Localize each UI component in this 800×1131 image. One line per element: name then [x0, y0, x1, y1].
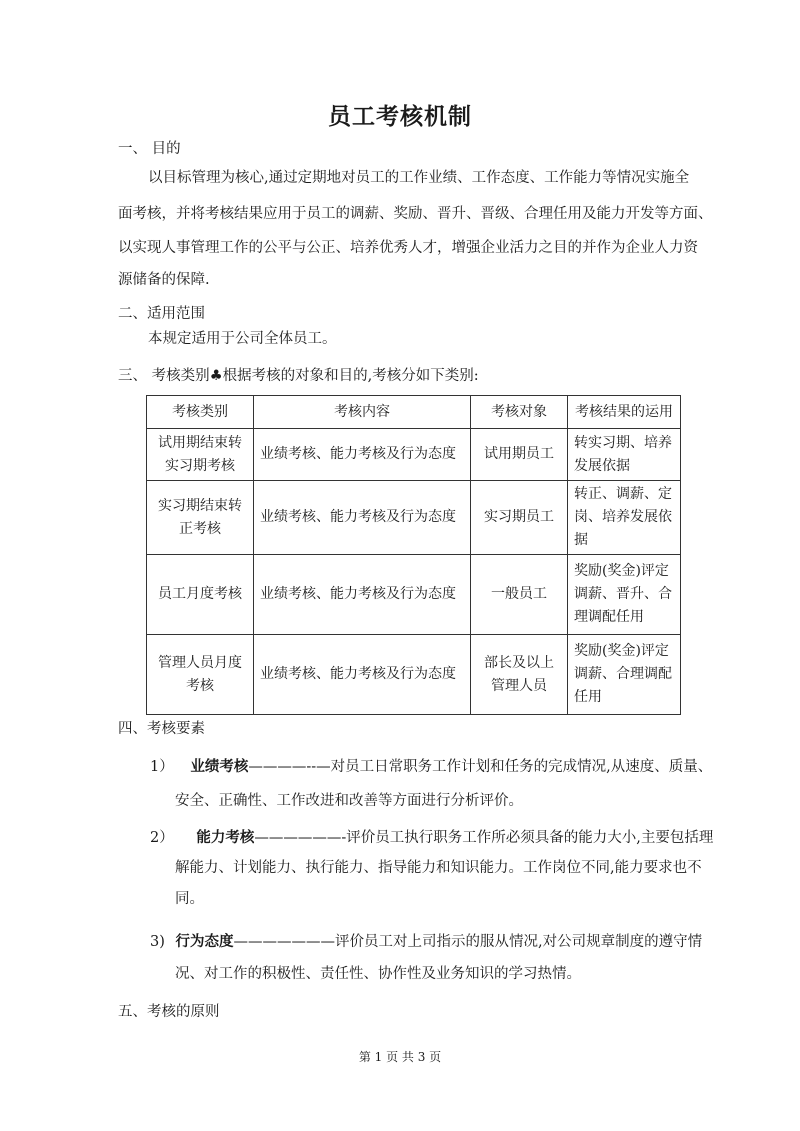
- cell-line: 理调配任用: [574, 609, 644, 625]
- table-header-cell: 考核类别: [147, 396, 254, 429]
- cell-line: 管理人员: [491, 677, 547, 694]
- table-row: [147, 555, 681, 635]
- cell-line: 管理人员月度: [158, 654, 242, 671]
- cell-line: 转正、调薪、定: [574, 486, 672, 502]
- table-row: [147, 429, 681, 481]
- cell-line: 实习期考核: [165, 457, 235, 474]
- item-lead: 能力考核: [196, 829, 255, 846]
- item-text: ———————评价员工对上司指示的服从情况,对公司规章制度的遵守情: [233, 934, 703, 950]
- cell-line: 任用: [574, 689, 602, 705]
- table-cell-content: 业绩考核、能力考核及行为态度: [254, 555, 471, 635]
- cell-line: 一般员工: [491, 586, 547, 602]
- cell-line: 调薪、晋升、合: [574, 586, 672, 602]
- cell-line: 岗、培养发展依: [574, 509, 672, 525]
- table-cell-target: [471, 429, 568, 481]
- table-cell-content: 业绩考核、能力考核及行为态度: [254, 635, 471, 715]
- cell-line: 考核: [186, 677, 214, 694]
- table-cell-usage: [568, 429, 681, 481]
- item-lead: 行为态度: [175, 933, 234, 950]
- item-number: 2）: [150, 830, 174, 846]
- table-cell-usage: [568, 481, 681, 555]
- section-1-line: 以目标管理为核心,通过定期地对员工的工作业绩、工作态度、工作能力等情况实施全: [148, 170, 690, 186]
- cell-line: 正考核: [179, 520, 221, 537]
- cell-line: 奖励(奖金)评定: [574, 643, 669, 659]
- item-text-cont: 安全、正确性、工作改进和改善等方面进行分析评价。: [175, 793, 523, 809]
- cell-line: 实习期结束转: [158, 497, 242, 514]
- element-item-3: [150, 930, 702, 951]
- item-text: ——————-评价员工执行职务工作所必须具备的能力大小,主要包括理: [254, 830, 714, 846]
- table-cell-content: 业绩考核、能力考核及行为态度: [254, 429, 471, 481]
- section-1-heading: 一、 目的: [118, 141, 181, 157]
- section-4-heading: 四、考核要素: [118, 721, 205, 737]
- item-number: 3): [150, 934, 165, 950]
- table-header-cell: 考核对象: [471, 396, 568, 429]
- cell-line: 员工月度考核: [158, 586, 242, 602]
- table-cell-type: [147, 481, 254, 555]
- table-cell-type: [147, 555, 254, 635]
- table-cell-target: [471, 635, 568, 715]
- table-row: [147, 635, 681, 715]
- section-2-heading: 二、适用范围: [118, 306, 205, 322]
- item-text-cont: 况、对工作的积极性、责任性、协作性及业务知识的学习热情。: [175, 966, 581, 982]
- item-text: ————--—对员工日常职务工作计划和任务的完成情况,从速度、质量、: [248, 759, 713, 775]
- section-2-text: 本规定适用于公司全体员工。: [148, 331, 337, 347]
- cell-line: 奖励(奖金)评定: [574, 563, 669, 579]
- section-1-line: 源储备的保障.: [118, 272, 210, 288]
- cell-line: 调薪、合理调配: [574, 666, 672, 682]
- table-row: [147, 481, 681, 555]
- item-text-cont: 解能力、计划能力、执行能力、指导能力和知识能力。工作岗位不同,能力要求也不: [175, 860, 702, 876]
- cell-line: 转实习期、培养: [574, 434, 672, 451]
- section-5-heading: 五、考核的原则: [118, 1004, 220, 1020]
- table-cell-type: [147, 635, 254, 715]
- element-item-2: [150, 826, 713, 847]
- cell-line: 部长及以上: [484, 654, 554, 671]
- cell-line: 实习期员工: [484, 509, 554, 525]
- element-item-1: [150, 755, 712, 776]
- cell-line: 试用期结束转: [158, 434, 242, 451]
- section-3-heading: 三、 考核类别♣根据考核的对象和目的,考核分如下类别:: [118, 368, 479, 384]
- cell-line: 发展依据: [574, 457, 630, 474]
- item-text-cont: 同。: [175, 891, 204, 907]
- table-cell-usage: [568, 635, 681, 715]
- item-number: 1）: [150, 759, 174, 775]
- page-footer: 第 1 页 共 3 页: [358, 1050, 442, 1064]
- page-title: 员工考核机制: [328, 103, 472, 130]
- table-cell-content: 业绩考核、能力考核及行为态度: [254, 481, 471, 555]
- section-1-line: 以实现人事管理工作的公平与公正、培养优秀人才，增强企业活力之目的并作为企业人力资: [118, 240, 698, 256]
- item-lead: 业绩考核: [190, 758, 249, 775]
- table-header-cell: 考核结果的运用: [568, 396, 681, 429]
- cell-line: 据: [574, 532, 588, 548]
- table-cell-usage: [568, 555, 681, 635]
- assessment-table: [146, 395, 681, 715]
- table-cell-type: [147, 429, 254, 481]
- section-1-line: 面考核，并将考核结果应用于员工的调薪、奖励、晋升、晋级、合理任用及能力开发等方面、: [118, 206, 713, 222]
- cell-line: 试用期员工: [484, 446, 554, 462]
- table-cell-target: [471, 481, 568, 555]
- table-cell-target: [471, 555, 568, 635]
- table-header-row: [147, 396, 681, 429]
- table-header-cell: 考核内容: [254, 396, 471, 429]
